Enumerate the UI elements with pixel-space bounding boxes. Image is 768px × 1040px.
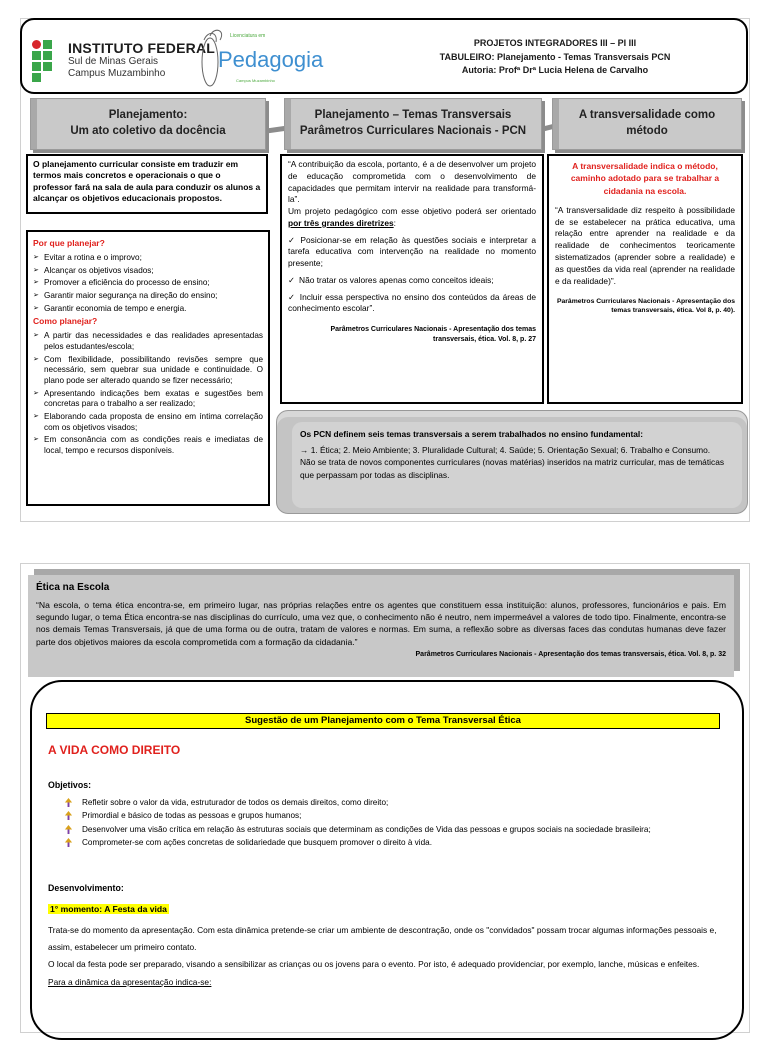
list-item: ➢ Em consonância com as condições reais e imediatas de local, tempo e recursos disponíveis. (33, 435, 263, 456)
check-icon: ✓ (288, 291, 296, 302)
guideline-text: Incluir essa perspectiva no ensino dos conteúdos da áreas de conhecimento escolar”. (288, 291, 536, 314)
objectives-heading: Objetivos: (48, 780, 92, 790)
ethics-quote: “Na escola, o tema ética encontra-se, em primeiro lugar, nas próprias relações entre os agentes que constituem essa instituição: alunos, professores, funcionários e pais. Em segundo lugar, o tema Ética encontra-se nas disciplinas do currículo, uma vez que, o conhecimento não é neutro, nem impermeável a valores de todo tipo. Finalmente, encontra-se nos demais Temas Transversais, já que de uma forma ou de outra, tratam de valores e normas. Em suma, a reflexão sobre as diversas faces das condutas humanas deve fazer parte dos objetivos maiores da escola comprometida com a formação da cidadania.” (36, 599, 726, 647)
objective-text: Comprometer-se com ações concretas de solidariedade que busquem promover o direito à vida. (82, 837, 432, 847)
school-contribution-quote (280, 154, 544, 404)
guideline-text: Posicionar-se em relação às questões sociais e interpretar a tarefa educativa com intervenção na realidade no momento presente; (288, 234, 536, 269)
list-item (62, 823, 702, 836)
development-heading: Desenvolvimento: (48, 883, 124, 893)
institute-logo-icon (32, 40, 62, 82)
guideline-text: Não tratar os valores apenas como conceitos ideais; (299, 274, 494, 285)
header-board: TABULEIRO: Planejamento - Temas Transversais PCN (439, 52, 671, 62)
development-paragraph: Para a dinâmica da apresentação indica-se: (48, 976, 212, 987)
pcn-heading-box (284, 98, 542, 150)
list-item (62, 836, 702, 849)
arrow-bullet-icon (64, 798, 73, 807)
objective-text: Refletir sobre o valor da vida, estruturador de todos os demais direitos, como direito; (82, 798, 389, 807)
guideline-item (288, 235, 536, 270)
pcn-themes-note: Não se trata de novos componentes curriculares (novas matérias) inseridos na matriz curricular, mas de temáticas que perpassam por todas as disciplinas. (300, 457, 725, 480)
transversality-statement: A transversalidade indica o método, caminho adotado para se trabalhar a cidadania na escola. (570, 161, 720, 196)
guidelines-intro-text: Um projeto pedagógico com esse objetivo poderá ser orientado (288, 206, 536, 217)
transversality-heading-box (552, 98, 742, 150)
planning-heading-box (30, 98, 266, 150)
pcn-themes-title: Os PCN definem seis temas transversais a serem trabalhados no ensino fundamental: (300, 429, 644, 439)
header-title: PROJETOS INTEGRADORES III – PI III (473, 38, 637, 48)
development-paragraph: Trata-se do momento da apresentação. Com esta dinâmica pretende-se criar um ambiente de descontração, onde os "convidados" possam trocar algumas informações pessoais e, assim, estabelecer um primeiro contato. (48, 925, 717, 953)
transversality-box (547, 154, 743, 404)
list-item: ➢ Garantir economia de tempo e energia. (33, 304, 263, 315)
pedagogia-logo-small-text: Licenciatura em (230, 33, 266, 39)
why-plan-heading: Por que planejar? (33, 238, 105, 248)
objective-text: Primordial e básico de todas as pessoas e grupos humanos; (82, 811, 302, 821)
how-plan-list (33, 331, 263, 456)
pcn-themes-list: → 1. Ética; 2. Meio Ambiente; 3. Pluralidade Cultural; 4. Saúde; 5. Orientação Sexual; 6. Trabalho e Consumo. (300, 445, 711, 456)
objective-text: Desenvolver uma visão crítica em relação às estruturas sociais que determinam as condições de Vida das pessoas e grupos sociais na sociedade brasileira; (82, 824, 651, 834)
list-item (62, 796, 702, 809)
transversality-quote: “A transversalidade diz respeito à possibilidade de se estabelecer na prática educativa, uma relação entre aprender na realidade e da realidade de conhecimentos teoricamente sistematizados (aprender sobre a realidade) e as questões da vida real (aprender na realidade e da realidade)”. (555, 204, 735, 286)
list-item: ➢ Elaborando cada proposta de ensino em íntima correlação com os objetivos visados; (33, 412, 263, 433)
institute-campus: Campus Muzambinho (68, 68, 166, 79)
development-paragraph: O local da festa pode ser preparado, visando a sensibilizar as crianças ou os jovens para o evento. Por isto, é adequado providenciar, por exemplo, lanche, músicas e enfeites. (48, 959, 700, 970)
planning-definition: O planejamento curricular consiste em traduzir em termos mais concretos e operacionais o que o professor fará na sala de aula para conduzir os alunos a alcançar os objetivos educacionais propostos. (26, 154, 268, 214)
list-item (62, 809, 702, 822)
development-text (48, 922, 738, 991)
pedagogia-logo-word: Pedagogia (218, 47, 324, 72)
guideline-item (288, 275, 536, 287)
transversality-source: Parâmetros Curriculares Nacionais - Apresentação dos temas transversais, ética. Vol 8, p. 40). (556, 298, 735, 315)
list-item: ➢ Evitar a rotina e o improvo; (33, 253, 263, 264)
pedagogia-logo-campus: Campus Muzambinho (236, 78, 275, 83)
planning-suggestion-title: Sugestão de um Planejamento com o Tema Transversal Ética (46, 713, 720, 729)
objectives-list (62, 796, 702, 849)
list-item: ➢ Alcançar os objetivos visados; (33, 266, 263, 277)
arrow-bullet-icon (64, 811, 73, 820)
arrow-bullet-icon (64, 838, 73, 847)
why-how-plan-box (26, 230, 270, 506)
list-item: ➢ A partir das necessidades e das realidades apresentadas pelos estudantes/escola; (33, 331, 263, 352)
arrow-bullet-icon (64, 825, 73, 834)
ethics-source: Parâmetros Curriculares Nacionais - Apresentação dos temas transversais, ética. Vol. 8, p. 32 (415, 651, 726, 659)
pcn-themes-content (292, 422, 742, 508)
header-author: Autoria: Profª Drª Lucia Helena de Carvalho (461, 65, 649, 75)
life-as-right-heading: A VIDA COMO DIREITO (48, 743, 181, 757)
first-moment-heading: 1° momento: A Festa da vida (50, 904, 167, 914)
transversality-heading: A transversalidade como método (578, 109, 716, 137)
institute-subtitle: Sul de Minas Gerais (68, 56, 159, 67)
why-plan-list (33, 253, 263, 314)
guidelines-colon: : (393, 217, 396, 228)
check-icon: ✓ (288, 274, 296, 285)
ethics-title: Ética na Escola (36, 582, 110, 593)
check-icon: ✓ (288, 234, 297, 245)
guidelines-emphasis: por três grandes diretrizes (288, 217, 394, 228)
ethics-at-school-box (28, 575, 734, 677)
quote-source: Parâmetros Curriculares Nacionais - Apresentação dos temas transversais, ética. Vol. 8, p. 27 (330, 326, 536, 343)
guideline-item (288, 292, 536, 316)
pcn-heading: Planejamento – Temas Transversais Parâmetros Curriculares Nacionais - PCN (299, 109, 527, 137)
list-item: ➢ Garantir maior segurança na direção do ensino; (33, 291, 263, 302)
quote-paragraph: “A contribuição da escola, portanto, é a de desenvolver um projeto de educação comprometida com o desenvolvimento de capacidades que permitam intervir na realidade para transformá-la”. (288, 159, 536, 205)
list-item: ➢ Apresentando indicações bem exatas e sugestões bem concretas para o trabalho a ser realizado; (33, 389, 263, 410)
institute-name: INSTITUTO FEDERAL (68, 40, 216, 56)
list-item: ➢ Com flexibilidade, possibilitando revisões sempre que necessário, sem quebrar sua unidade e continuidade. O plano pode ser alterado quando se fizer necessário; (33, 355, 263, 387)
planning-heading: Planejamento: Um ato coletivo da docência (70, 109, 226, 137)
list-item: ➢ Promover a eficiência do processo de ensino; (33, 278, 263, 289)
quote-guidelines-intro (288, 206, 536, 230)
how-plan-heading: Como planejar? (33, 316, 98, 327)
